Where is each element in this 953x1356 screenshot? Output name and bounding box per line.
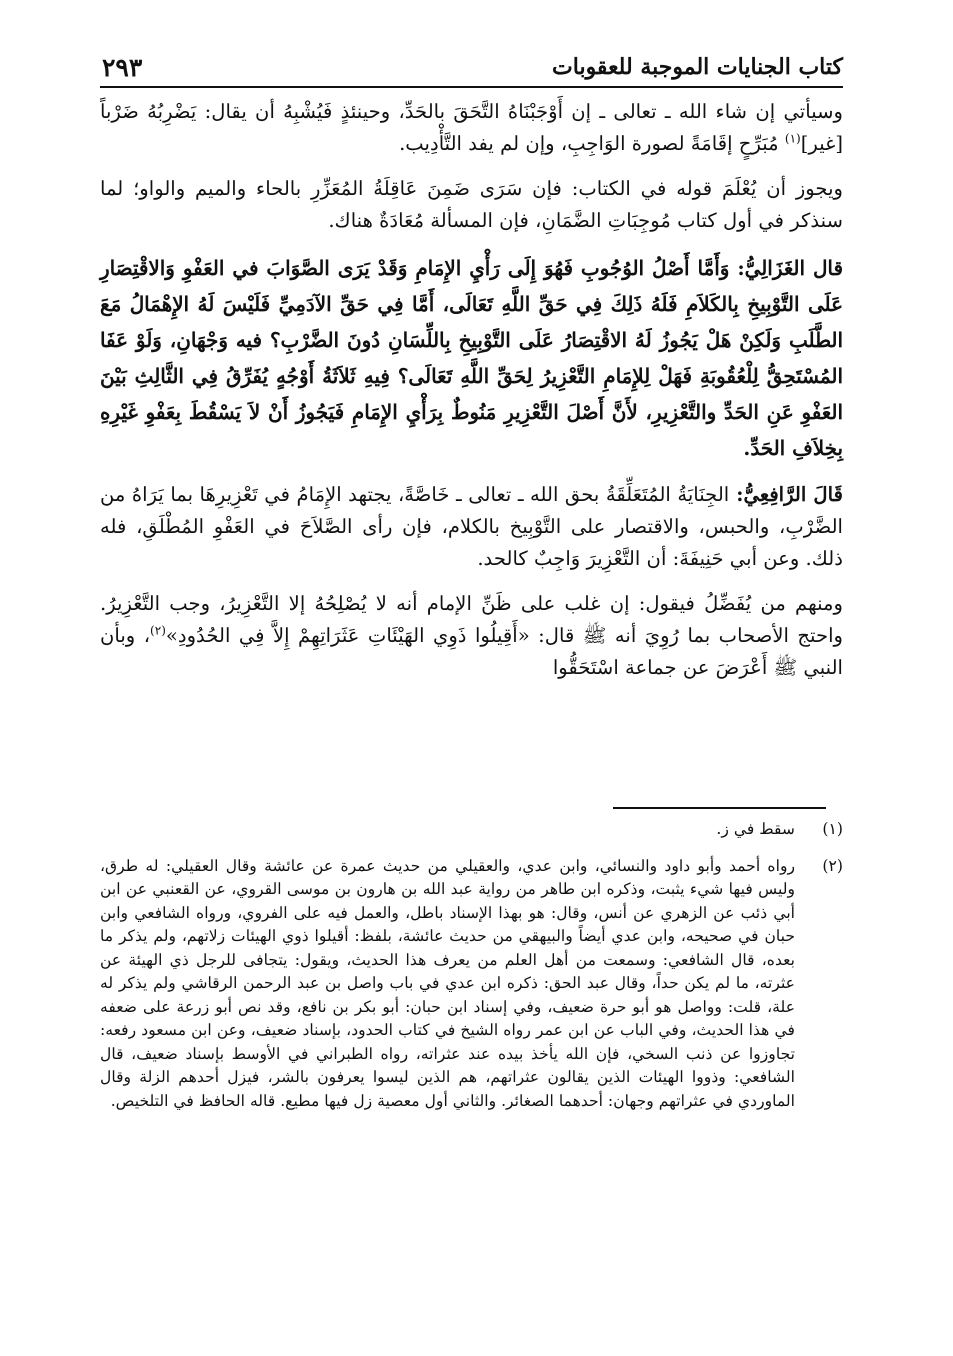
footnote-ref-2[interactable]: (٢)	[150, 623, 166, 638]
paragraph-ghazali	[100, 250, 843, 466]
footnote-ref-1[interactable]: (١)	[784, 131, 801, 146]
footnote-2-text: رواه أحمد وأبو داود والنسائي، وابن عدي، والعقيلي من حديث عمرة عن عائشة وقال العقيلي: له طرق، وليس فيها شيء يثبت، وذكره ابن طاهر من رواية عبد الله بن هارون بن موسى القروي، عن القعنبي عن ابن أبي ذئب عن الزهري عن أنس، وقال: هو بهذا الإسناد باطل، والعمل فيه على الفروي، ورواه الشافعي وابن حبان في صحيحه، وابن عدي أيضاً والبيهقي من حديث عائشة، بلفظ: أقيلوا ذوي الهيئات زلاتهم، ولم يذكر ما بعده، قال الشافعي: وسمعت من أهل العلم من يعرف هذا الحديث، ويقول: يتجافى للرجل ذي الهيئة عن عثرته، ما لم يكن حداً، وقال عبد الحق: ذكره ابن عدي في باب واصل بن عبد الرحمن الرقاشي ولم يذكر له علة، قلت: وواصل هو أبو حرة ضعيف، وفي إسناد ابن حبان: أبو بكر بن نافع، وقد نص أبو زرعة على ضعفه في هذا الحديث، وفي الباب عن ابن عمر رواه الشيخ في كتاب الحدود، بإسناد ضعيف، وعن ابن مسعود رفعه: تجاوزوا عن ذنب السخي، فإن الله يأخذ بيده عند عثراته، رواه الطبراني في الأوسط بإسناد ضعيف، قال الشافعي: وذووا الهيئات الذين يقالون عثراتهم، هم الذين ليسوا يعرفون بالشر، فيزل أحدهم الزلة وقال الماوردي في عثراتهم وجهان: أحدهما الصغائر. والثاني أول معصية زل فيها مطيع. قاله الحافظ في التلخيص.	[100, 856, 795, 1110]
footnotes	[100, 818, 843, 1126]
speaker-rafii: قَالَ الرَّافِعِيُّ:	[729, 483, 843, 506]
paragraph-5-text-b: ، وبأن النبي ﷺ أَعْرَضَ عن جماعة اسْتَحَقُّوا	[100, 624, 843, 679]
paragraph-5	[100, 588, 843, 684]
paragraph-5-text-a: ومنهم من يُفَضِّلُ فيقول: إن غلب على ظَنِّ الإمام أنه لا يُصْلِحُهُ إلا التَّعْزِيرُ، وجب التَّعْزِيرُ. واحتج الأصحاب بما رُوِيَ أنه ﷺ قال: «أَقِيلُوا ذَوِي الهَيْئَاتِ عَثَرَاتِهِمْ إِلاَّ فِي الحُدُودِ»	[100, 592, 843, 647]
footnote-1-number: (١)	[822, 820, 843, 838]
speaker-ghazali: قال الغَزَالِيُّ:	[729, 256, 843, 280]
footnote-separator	[613, 807, 826, 809]
footnote-2-number: (٢)	[822, 856, 843, 875]
footnote-1	[100, 818, 843, 842]
footnote-2	[100, 855, 843, 1114]
paragraph-rafii	[100, 479, 843, 575]
page-header	[100, 40, 843, 88]
paragraph-1-text-b: مُبَرِّحٍ إقَامَةً لصورة الوَاجِبِ، وإن لم يفد التَّأْدِيب.	[399, 132, 785, 155]
footnote-1-text: سقط في ز.	[716, 820, 795, 838]
main-text	[100, 96, 843, 697]
paragraph-1	[100, 96, 843, 160]
page-number: ٢٩٣	[102, 53, 143, 82]
rafii-text: الجِنَايَةُ المُتَعَلِّقَةُ بحق الله ـ تعالى ـ خَاصَّةً، يجتهد الإِمَامُ في تَعْزِيرِهَا بما يَرَاهُ من الضَّرْبِ، والحبس، والاقتصار على التَّوْبِيخ بالكلام، فإن رأى الصَّلاَحَ في العَفْوِ المُطْلَقِ، فله ذلك. وعن أبي حَنِيفَةَ: أن التَّعْزِيرَ وَاجِبٌ كالحد.	[100, 483, 843, 570]
ghazali-text: وَأَمَّا أَصْلُ الوُجُوبِ فَهُوَ إِلَى رَأْيِ الإِمَامِ وَقَدْ يَرَى الصَّوَابَ في العَفْوِ وَالاقْتِصَارِ عَلَى التَّوْبِيخِ بِالكَلاَمِ فَلَهُ ذَلِكَ فِي حَقِّ اللَّهِ تَعَالَى، أَمَّا فِي حَقِّ الآدَمِيِّ فَلَيْسَ لَهُ الإِهْمَالُ مَعَ الطَّلَبِ وَلَكِنْ هَلْ يَجُوزُ لَهُ الاقْتِصَارُ عَلَى التَّوْبِيخِ بِاللِّسَانِ دُونَ الضَّرْبِ؟ فيه وَجْهَانِ، وَلَوْ عَفَا المُسْتَحِقُّ لِلْعُقُوبَةِ فَهَلْ لِلإِمَامِ التَّعْزِيرُ لِحَقِّ اللَّهِ تَعَالَى؟ فِيهِ ثَلاَثَةُ أَوْجُهٍ يُفَرِّقُ فِي الثَّالِثِ بَيْنَ العَفْوِ عَنِ الحَدِّ والتَّعْزِيرِ، لأَنَّ أَصْلَ التَّعْزِيرِ مَنُوطٌ بِرَأْيِ الإِمَامِ فَيَجُوزُ أَنْ لاَ يَسْقُطَ بِعَفْوِ غَيْرِهِ بِخِلاَفِ الحَدِّ.	[100, 256, 843, 460]
paragraph-2: ويجوز أن يُعْلَمَ قوله في الكتاب: فإن سَرَى ضَمِنَ عَاقِلَةُ المُعَزِّرِ بالحاء والميم والواو؛ لما سنذكر في أول كتاب مُوجِبَاتِ الضَّمَانِ، فإن المسألة مُعَادَةٌ هناك.	[100, 177, 843, 232]
running-title: كتاب الجنايات الموجبة للعقوبات	[552, 54, 843, 80]
paragraph-1-text-a: وسيأتي إن شاء الله ـ تعالى ـ إن أَوْجَبْنَاهُ التَّحَقَ بالحَدِّ، وحينئذٍ فَيُشْبِهُ أن يقال: يَضْرِبُهُ ضَرْباً [غير]	[100, 100, 843, 155]
